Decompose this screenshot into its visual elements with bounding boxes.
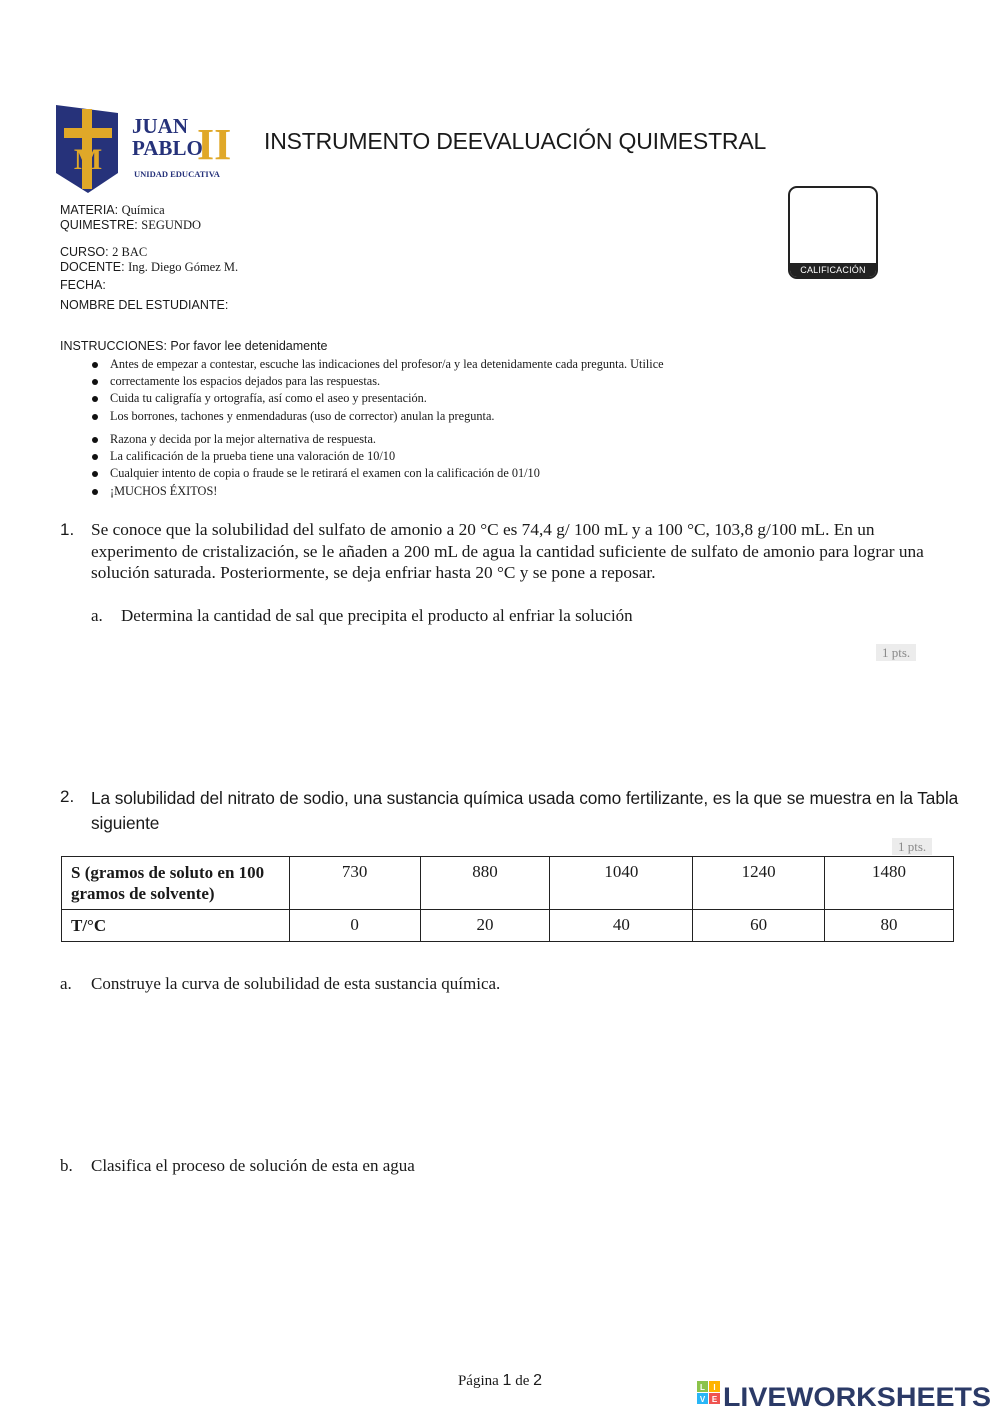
footer-of-word: de <box>515 1373 530 1389</box>
table-cell: 880 <box>420 857 550 910</box>
svg-text:PABLO: PABLO <box>132 136 203 160</box>
student-name-label: NOMBRE DEL ESTUDIANTE: <box>60 298 229 312</box>
grade-box[interactable] <box>788 186 878 279</box>
table-row-header-temperature: T/°C <box>62 910 290 942</box>
table-cell: 730 <box>289 857 420 910</box>
table-cell: 20 <box>420 910 550 942</box>
q2-number: 2. <box>60 787 75 806</box>
svg-text:I: I <box>713 1383 716 1392</box>
list-item: Razona y decida por la mejor alternativa de respuesta. <box>92 431 792 448</box>
table-row-header-solubility: S (gramos de soluto en 100 gramos de solvente) <box>62 857 290 910</box>
docente-label: DOCENTE: <box>60 260 125 274</box>
footer-page-word: Página <box>457 1373 499 1389</box>
svg-text:UNIDAD EDUCATIVA: UNIDAD EDUCATIVA <box>134 169 220 179</box>
materia-value: Química <box>121 203 165 217</box>
instructions-list-2 <box>92 431 792 500</box>
docente-line <box>60 260 238 275</box>
q2-text: La solubilidad del nitrato de sodio, una sustancia química usada como fertilizante, es la que se muestra en la Tabla siguiente <box>91 788 959 833</box>
q1-number: 1. <box>60 520 75 539</box>
q2-a-answer-area[interactable] <box>91 1005 955 1135</box>
table-cell: 1040 <box>550 857 693 910</box>
solubility-table <box>61 856 954 942</box>
q2-a-text: Construye la curva de solubilidad de esta sustancia química. <box>91 974 501 993</box>
list-item: correctamente los espacios dejados para las respuestas. <box>92 373 792 390</box>
instructions-list-1 <box>92 356 792 425</box>
table-row <box>62 857 954 910</box>
svg-text:II: II <box>197 120 232 169</box>
svg-text:V: V <box>699 1395 706 1404</box>
materia-line <box>60 203 165 218</box>
list-item: Antes de empezar a contestar, escuche las indicaciones del profesor/a y lea detenidamente cada pregunta. Utilice <box>92 356 792 373</box>
q2-b-answer-area[interactable] <box>91 1185 955 1335</box>
list-item: ¡MUCHOS ÉXITOS! <box>92 483 792 500</box>
q1-a-text: Determina la cantidad de sal que precipita el producto al enfriar la solución <box>121 606 633 625</box>
q1-answer-area[interactable] <box>91 670 955 770</box>
quimestre-label: QUIMESTRE: <box>60 218 138 232</box>
quimestre-value: SEGUNDO <box>141 218 202 232</box>
curso-line <box>60 245 147 260</box>
table-cell: 40 <box>550 910 693 942</box>
svg-text:L: L <box>700 1383 705 1392</box>
curso-value: 2 BAC <box>112 245 148 259</box>
liveworksheets-watermark <box>697 1378 997 1412</box>
q2-b-label: b. <box>60 1156 73 1175</box>
table-cell: 1240 <box>693 857 825 910</box>
table-cell: 80 <box>825 910 954 942</box>
table-cell: 1480 <box>825 857 954 910</box>
materia-label: MATERIA: <box>60 203 119 217</box>
instructions-title: INSTRUCCIONES: Por favor lee detenidamente <box>60 339 328 353</box>
q1-points-badge: 1 pts. <box>876 644 916 661</box>
fecha-label: FECHA: <box>60 278 106 292</box>
table-row <box>62 910 954 942</box>
q1-text: Se conoce que la solubilidad del sulfato de amonio a 20 °C es 74,4 g/ 100 mL y a 100 °C, 103,8 g/100 mL. En un experimento de cristalización, se le añaden a 200 mL de agua la cantidad suficiente de sulfato de amonio para lograr una solución saturada. Posteriormente, se deja enfriar hasta 20 °C y se pone a reposar. <box>91 520 924 582</box>
table-cell: 0 <box>289 910 420 942</box>
list-item: Cualquier intento de copia o fraude se le retirará el examen con la calificación de 01/10 <box>92 465 792 482</box>
school-logo <box>54 103 239 195</box>
footer-page-total: 2 <box>533 1372 543 1389</box>
q2-points-badge: 1 pts. <box>892 838 932 855</box>
grade-label: CALIFICACIÓN <box>790 263 876 277</box>
q2-b-text: Clasifica el proceso de solución de esta en agua <box>91 1156 415 1175</box>
docente-value: Ing. Diego Gómez M. <box>128 260 239 274</box>
svg-text:M: M <box>73 143 103 176</box>
table-cell: 60 <box>693 910 825 942</box>
footer-page-number: 1 <box>502 1372 512 1389</box>
svg-text:JUAN: JUAN <box>132 114 188 138</box>
svg-text:LIVEWORKSHEETS: LIVEWORKSHEETS <box>723 1382 991 1412</box>
q2-a-label: a. <box>60 974 72 993</box>
svg-text:E: E <box>711 1395 718 1404</box>
q1-a-label: a. <box>91 606 103 625</box>
page-title: INSTRUMENTO DEEVALUACIÓN QUIMESTRAL <box>264 128 767 154</box>
curso-label: CURSO: <box>60 245 109 259</box>
list-item: Los borrones, tachones y enmendaduras (uso de corrector) anulan la pregunta. <box>92 408 792 425</box>
quimestre-line <box>60 218 201 233</box>
list-item: La calificación de la prueba tiene una valoración de 10/10 <box>92 448 792 465</box>
list-item: Cuida tu caligrafía y ortografía, así como el aseo y presentación. <box>92 390 792 407</box>
